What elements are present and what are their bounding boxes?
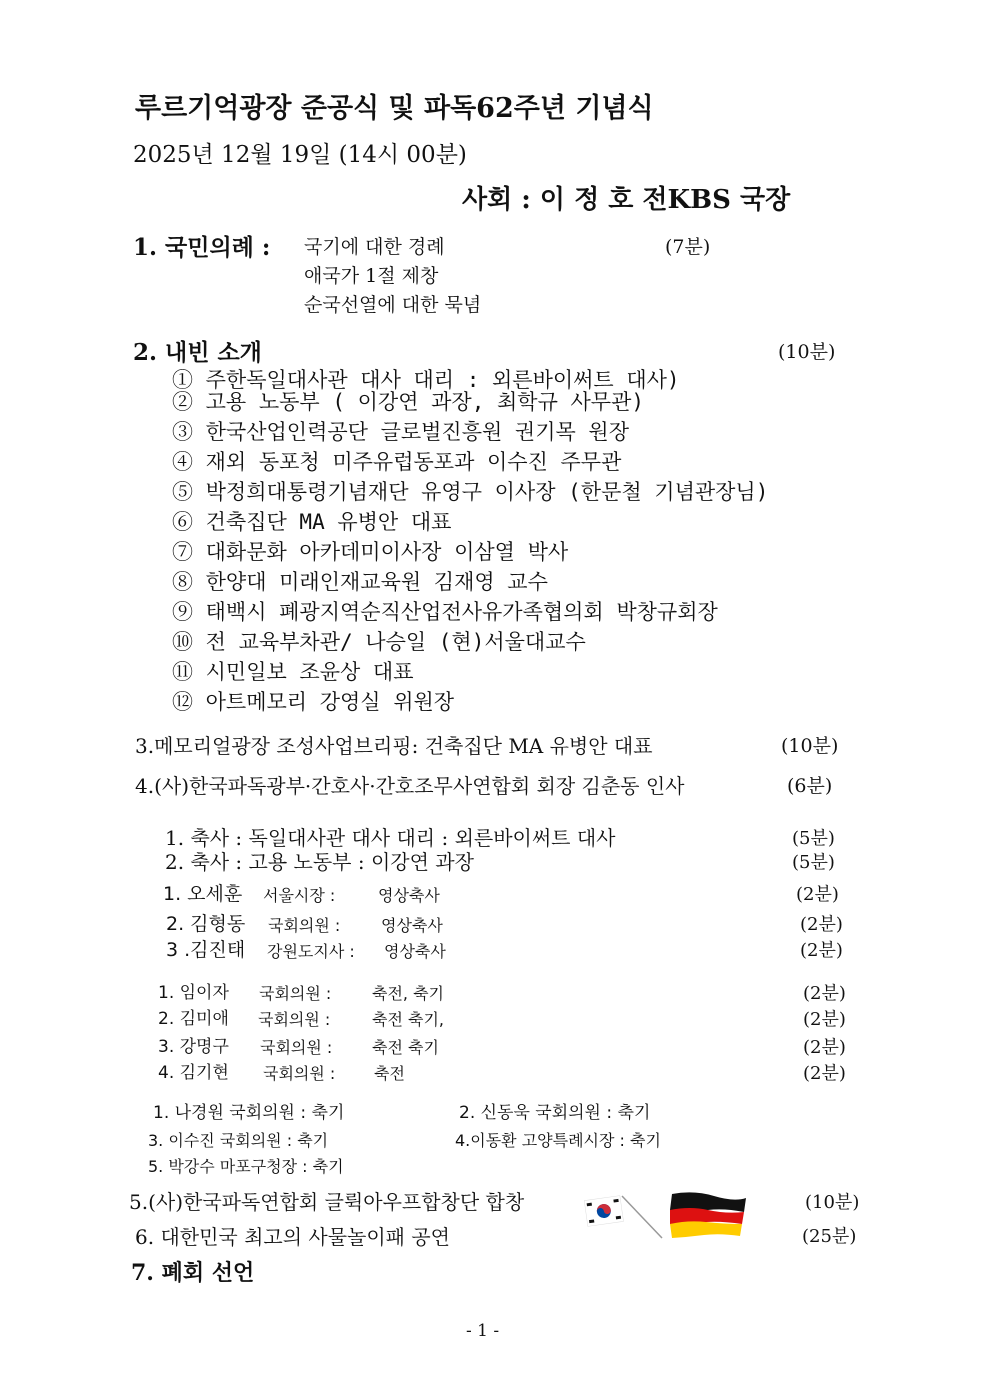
guest-item: ⑧ 한양대 미래인재교육원 김재영 교수	[172, 570, 548, 594]
speech-time: (5분)	[792, 852, 835, 873]
section1-item: 애국가 1절 제창	[304, 265, 439, 287]
flag-msg: 5. 박강수 마포구청장 : 축기	[148, 1157, 344, 1176]
video-msg-role: 국회의원 :	[268, 916, 341, 935]
guest-item: ⑪ 시민일보 조윤상 대표	[172, 660, 414, 684]
page-number: - 1 -	[466, 1321, 500, 1341]
telegram-role: 국회의원 :	[259, 984, 332, 1003]
section1-item: 국기에 대한 경례	[304, 236, 445, 258]
video-msg-kind: 영상축사	[384, 942, 446, 961]
section3-line: 3.메모리얼광장 조성사업브리핑: 건축집단 MA 유병안 대표	[135, 734, 653, 758]
video-msg-role: 강원도지사 :	[267, 942, 355, 961]
section4-time: (6분)	[787, 775, 833, 797]
germany-flag-icon	[664, 1188, 750, 1242]
telegram-kind: 축전	[374, 1064, 405, 1083]
event-date: 2025년 12월 19일 (14시 00분)	[133, 142, 467, 168]
telegram-name: 2. 김미애	[158, 1009, 229, 1029]
telegram-name: 4. 김기현	[158, 1063, 229, 1083]
video-msg-name: 1. 오세훈	[163, 883, 243, 905]
guest-item: ⑥ 건축집단 MA 유병안 대표	[172, 510, 452, 534]
video-msg-time: (2분)	[800, 914, 843, 935]
video-msg-time: (2분)	[800, 940, 843, 961]
telegram-time: (2분)	[803, 1009, 846, 1030]
guest-item: ④ 재외 동포청 미주유럽동포과 이수진 주무관	[172, 450, 622, 474]
guest-item: ① 주한독일대사관 대사 대리 : 외른바이써트 대사)	[172, 368, 680, 392]
telegram-role: 국회의원 :	[260, 1038, 333, 1057]
section1-heading: 1. 국민의례 :	[133, 234, 271, 261]
telegram-role: 국회의원 :	[263, 1064, 336, 1083]
guest-item: ⑩ 전 교육부차관/ 나승일 (현)서울대교수	[172, 630, 586, 654]
section4-line: 4.(사)한국파독광부·간호사·간호조무사연합회 회장 김춘동 인사	[135, 774, 685, 798]
telegram-time: (2분)	[803, 1037, 846, 1058]
section7-line: 7. 폐회 선언	[131, 1260, 255, 1286]
section5-line: 5.(사)한국파독연합회 글뤽아우프합창단 합창	[129, 1190, 525, 1214]
video-msg-name: 3 .김진태	[166, 939, 246, 961]
section5-time: (10분)	[805, 1192, 860, 1213]
telegram-kind: 축전 축기,	[372, 1010, 444, 1029]
guest-item: ⑦ 대화문화 아카데미이사장 이삼열 박사	[172, 540, 569, 564]
flag-msg: 1. 나경원 국회의원 : 축기	[153, 1103, 345, 1123]
speech-line: 1. 축사 : 독일대사관 대사 대리 : 외른바이써트 대사	[165, 826, 616, 850]
telegram-name: 1. 임이자	[158, 983, 229, 1003]
video-msg-time: (2분)	[796, 884, 839, 905]
guest-item: ⑫ 아트메모리 강영실 위원장	[172, 690, 455, 714]
document-title: 루르기억광장 준공식 및 파독62주년 기념식	[135, 93, 654, 124]
speech-time: (5분)	[792, 828, 835, 849]
flag-msg: 4.이동환 고양특례시장 : 축기	[455, 1131, 661, 1150]
telegram-kind: 축전 축기	[372, 1038, 439, 1057]
telegram-kind: 축전, 축기	[372, 984, 444, 1003]
video-msg-kind: 영상축사	[378, 886, 440, 905]
guest-item: ② 고용 노동부 ( 이강연 과장, 최학규 사무관)	[172, 390, 645, 414]
video-msg-kind: 영상축사	[381, 916, 443, 935]
speech-line: 2. 축사 : 고용 노동부 : 이강연 과장	[165, 850, 474, 874]
section3-time: (10분)	[781, 735, 839, 757]
telegram-time: (2분)	[803, 983, 846, 1004]
telegram-name: 3. 강명구	[158, 1037, 229, 1057]
flag-msg: 2. 신동욱 국회의원 : 축기	[459, 1103, 651, 1123]
section1-item: 순국선열에 대한 묵념	[304, 294, 482, 316]
video-msg-role: 서울시장 :	[263, 886, 336, 905]
host-line: 사회 : 이 정 호 전KBS 국장	[462, 185, 791, 215]
telegram-role: 국회의원 :	[258, 1010, 331, 1029]
section2-heading: 2. 내빈 소개	[133, 339, 262, 366]
telegram-time: (2분)	[803, 1063, 846, 1084]
guest-item: ⑨ 태백시 폐광지역순직산업전사유가족협의회 박창규회장	[172, 600, 718, 624]
video-msg-name: 2. 김형동	[166, 913, 246, 935]
section1-time: (7분)	[665, 236, 711, 258]
korea-flag-icon	[582, 1190, 664, 1240]
guest-item: ③ 한국산업인력공단 글로벌진흥원 권기목 원장	[172, 420, 630, 444]
section2-time: (10분)	[778, 341, 836, 363]
section6-time: (25분)	[802, 1226, 857, 1247]
guest-item: ⑤ 박정희대통령기념재단 유영구 이사장 (한문철 기념관장님)	[172, 480, 769, 504]
section6-line: 6. 대한민국 최고의 사물놀이패 공연	[135, 1225, 450, 1249]
flag-msg: 3. 이수진 국회의원 : 축기	[148, 1131, 329, 1150]
